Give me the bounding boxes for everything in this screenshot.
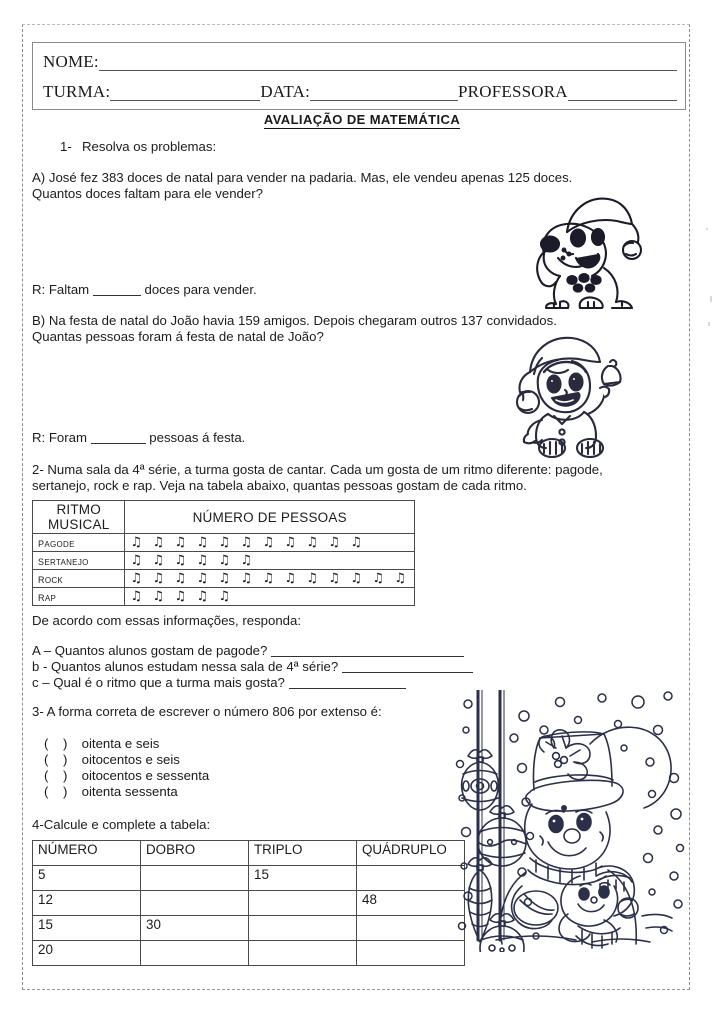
q1b-answer-prefix: R: Foram <box>32 430 87 445</box>
scan-artifact <box>710 296 712 302</box>
music-row-notes-rap: ♫ ♫ ♫ ♫ ♫ <box>125 588 415 606</box>
table-row <box>33 891 465 916</box>
calc-cell-r2c2[interactable] <box>141 891 249 916</box>
q2-item-c-text: c – Qual é o ritmo que a turma mais gosta? <box>32 675 285 690</box>
data-label: DATA: <box>260 82 311 101</box>
q1a-line1: A) José fez 383 doces de natal para vender na padaria. Mas, ele vendeu apenas 125 doces. <box>32 170 573 185</box>
music-row-label-pagode: pagode <box>33 534 125 552</box>
q3-option-2[interactable] <box>44 752 180 768</box>
q1-number: 1- <box>60 139 72 154</box>
calc-cell-r2c1: 12 <box>33 891 141 916</box>
q3-option-3-label: oitocentos e sessenta <box>81 768 210 783</box>
calc-header-triplo: TRIPLO <box>249 841 357 866</box>
q1-instruction: Resolva os problemas: <box>82 139 217 154</box>
q2-item-a <box>32 643 464 659</box>
q2-item-b <box>32 659 473 675</box>
calc-cell-r4c3[interactable] <box>249 941 357 966</box>
student-header-box <box>32 42 686 110</box>
q2-item-b-blank[interactable] <box>342 660 473 673</box>
q3-option-4-label: oitenta sessenta <box>81 784 178 799</box>
music-row-notes-pagode: ♫ ♫ ♫ ♫ ♫ ♫ ♫ ♫ ♫ ♫ ♫ <box>125 534 415 552</box>
q1b-answer <box>32 430 245 446</box>
q2-item-a-blank[interactable] <box>271 644 464 657</box>
calc-cell-r2c3[interactable] <box>249 891 357 916</box>
q3-option-4-checkbox[interactable]: ( ) <box>44 784 68 799</box>
q2-line2: sertanejo, rock e rap. Veja na tabela abaixo, quantas pessoas gostam de cada ritmo. <box>32 478 527 493</box>
q1b-answer-blank[interactable] <box>91 431 146 444</box>
q2-item-b-text: b - Quantos alunos estudam nessa sala de 4ª série? <box>32 659 339 674</box>
q1a-answer-blank[interactable] <box>93 283 141 296</box>
snowman-with-child-illustration <box>452 690 690 952</box>
calc-cell-r3c2: 30 <box>141 916 249 941</box>
q3-option-3[interactable] <box>44 768 209 784</box>
calc-cell-r1c1: 5 <box>33 866 141 891</box>
calc-cell-r4c4[interactable] <box>357 941 465 966</box>
music-row-notes-sertanejo: ♫ ♫ ♫ ♫ ♫ ♫ <box>125 552 415 570</box>
music-table-header-rhythm: RITMO MUSICAL <box>33 501 125 534</box>
music-row-label-rap: rap <box>33 588 125 606</box>
name-row <box>43 47 677 71</box>
table-row <box>33 552 415 570</box>
q4-prompt: 4-Calcule e complete a tabela: <box>32 817 211 832</box>
calc-cell-r3c3[interactable] <box>249 916 357 941</box>
calc-header-quadruplo: QUÁDRUPLO <box>357 841 465 866</box>
calc-cell-r4c1: 20 <box>33 941 141 966</box>
q2-line1: 2- Numa sala da 4ª série, a turma gosta de cantar. Cada um gosta de um ritmo diferente: pagode, <box>32 462 603 477</box>
q3-option-2-label: oitocentos e seis <box>81 752 180 767</box>
q1b-answer-suffix: pessoas á festa. <box>149 430 246 445</box>
q1a-answer <box>32 282 257 298</box>
professora-input-line[interactable] <box>568 83 677 101</box>
page-title-text: AVALIAÇÃO DE MATEMÁTICA <box>263 112 461 127</box>
turma-label: TURMA: <box>43 82 111 101</box>
q2-item-c-blank[interactable] <box>289 676 406 689</box>
q3-option-1-checkbox[interactable]: ( ) <box>44 736 68 751</box>
q2-responda: De acordo com essas informações, responda: <box>32 613 302 628</box>
calc-table-header-row <box>33 841 465 866</box>
calc-cell-r1c3: 15 <box>249 866 357 891</box>
q1a-answer-prefix: R: Faltam <box>32 282 90 297</box>
professora-label: PROFESSORA <box>458 82 568 101</box>
music-table-header-row <box>33 501 415 534</box>
q3-option-3-checkbox[interactable]: ( ) <box>44 768 68 783</box>
q3-option-4[interactable] <box>44 784 178 800</box>
q1a-line2: Quantos doces faltam para ele vender? <box>32 186 263 201</box>
table-row <box>33 570 415 588</box>
q3-option-1[interactable] <box>44 736 159 752</box>
q3-option-1-label: oitenta e seis <box>81 736 160 751</box>
class-date-teacher-row <box>43 77 677 101</box>
music-rhythm-table <box>32 500 415 606</box>
calc-cell-r3c4[interactable] <box>357 916 465 941</box>
q1b-line1: B) Na festa de natal do João havia 159 amigos. Depois chegaram outros 137 convidados. <box>32 313 557 328</box>
calc-cell-r4c2[interactable] <box>141 941 249 966</box>
q3-option-2-checkbox[interactable]: ( ) <box>44 752 68 767</box>
page-title <box>0 112 724 127</box>
turma-input-line[interactable] <box>110 83 260 101</box>
calc-cell-r1c2[interactable] <box>141 866 249 891</box>
table-row <box>33 534 415 552</box>
q3-prompt: 3- A forma correta de escrever o número 806 por extenso é: <box>32 704 382 719</box>
q1a-answer-suffix: doces para vender. <box>144 282 257 297</box>
christmas-dog-illustration <box>520 188 660 310</box>
q1b-line2: Quantas pessoas foram á festa de natal de João? <box>32 329 324 344</box>
calc-header-numero: NÚMERO <box>33 841 141 866</box>
music-table-header-people: NÚMERO DE PESSOAS <box>125 501 415 534</box>
music-row-label-rock: rock <box>33 570 125 588</box>
scan-artifact <box>708 322 710 326</box>
music-row-notes-rock: ♫ ♫ ♫ ♫ ♫ ♫ ♫ ♫ ♫ ♫ ♫ ♫ ♫ <box>125 570 415 588</box>
nome-input-line[interactable] <box>99 53 677 71</box>
calc-cell-r1c4[interactable] <box>357 866 465 891</box>
calc-cell-r3c1: 15 <box>33 916 141 941</box>
calculation-table <box>32 840 465 966</box>
table-row <box>33 941 465 966</box>
q2-item-a-text: A – Quantos alunos gostam de pagode? <box>32 643 268 658</box>
nome-label: NOME: <box>43 52 99 71</box>
table-row <box>33 916 465 941</box>
table-row <box>33 588 415 606</box>
q2-item-c <box>32 675 406 691</box>
calc-cell-r2c4: 48 <box>357 891 465 916</box>
calc-header-dobro: DOBRO <box>141 841 249 866</box>
music-row-label-sertanejo: sertanejo <box>33 552 125 570</box>
scan-artifact <box>706 228 708 230</box>
table-row <box>33 866 465 891</box>
christmas-girl-with-bell-illustration <box>492 330 632 458</box>
data-input-line[interactable] <box>310 83 458 101</box>
